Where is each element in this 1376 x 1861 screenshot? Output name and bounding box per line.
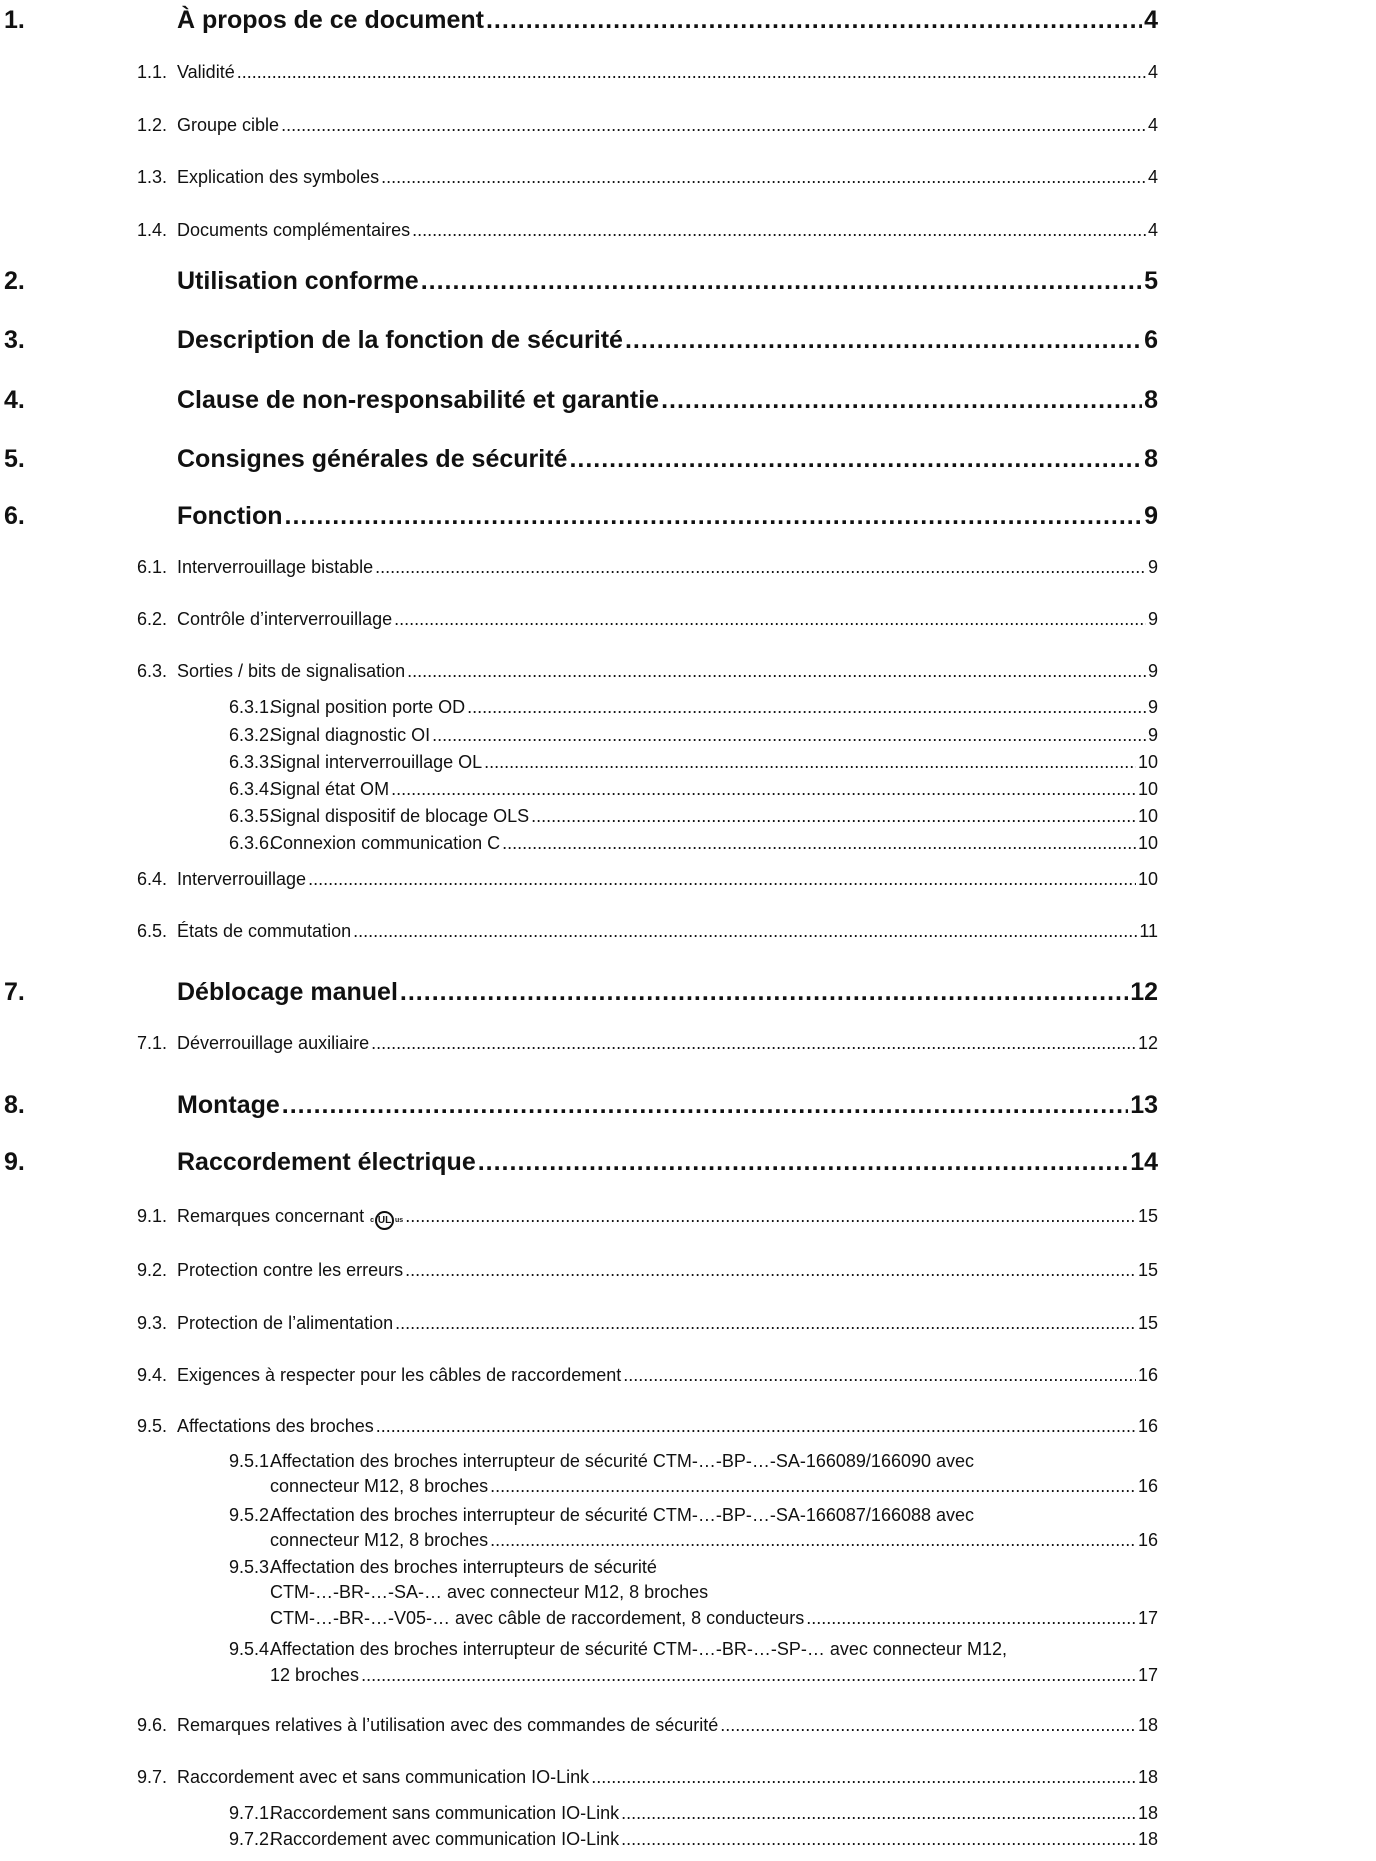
toc-entry-title: Raccordement électrique [177, 1147, 476, 1176]
dot-leader [405, 1206, 1136, 1227]
toc-entry-level-2[interactable] [0, 1313, 1158, 1337]
toc-entry-level-2[interactable] [0, 1206, 1158, 1230]
toc-entry-level-2[interactable] [0, 115, 1158, 139]
toc-entry-number: 9.5.4. [229, 1638, 275, 1659]
toc-entry-number: 9.5.2. [229, 1504, 275, 1525]
dot-leader [806, 1608, 1136, 1629]
toc-entry-page-number: 4 [1147, 167, 1158, 188]
dot-leader [421, 267, 1142, 296]
toc-entry-number: 9.6. [137, 1714, 168, 1735]
toc-entry-title: Clause de non-responsabilité et garantie [177, 386, 660, 415]
toc-entry-number: 1.3. [137, 167, 168, 188]
toc-entry-title: Montage [177, 1091, 280, 1120]
toc-entry-page-number: 15 [1137, 1312, 1158, 1333]
toc-entry-number: 1.4. [137, 219, 168, 240]
toc-entry-page-number: 4 [1144, 5, 1158, 34]
toc-entry-page-number: 6 [1144, 326, 1158, 355]
dot-leader [625, 326, 1142, 355]
toc-entry-level-2[interactable] [0, 1416, 1158, 1440]
dot-leader [400, 978, 1128, 1007]
toc-entry-number: 9.1. [137, 1205, 168, 1226]
dot-leader [376, 1416, 1136, 1437]
dot-leader [361, 1665, 1136, 1686]
dot-leader [282, 1091, 1128, 1120]
toc-entry-page-number: 10 [1137, 778, 1158, 799]
dot-leader [371, 1033, 1136, 1054]
toc-entry-level-3[interactable] [0, 806, 1158, 828]
toc-entry-number: 9.5.3. [229, 1556, 275, 1577]
toc-entry-page-number: 15 [1137, 1205, 1158, 1226]
dot-leader [237, 62, 1146, 83]
toc-entry-level-2[interactable] [0, 62, 1158, 86]
toc-entry-number: 6.3.4. [229, 778, 275, 799]
toc-entry-number: 6. [4, 501, 25, 530]
dot-leader [394, 609, 1146, 630]
toc-entry-page-number: 8 [1144, 386, 1158, 415]
dot-leader [285, 502, 1143, 531]
toc-entry-page-number: 12 [1137, 1033, 1158, 1054]
toc-entry-title: connecteur M12, 8 broches [270, 1476, 489, 1497]
toc-entry-level-2[interactable] [0, 661, 1158, 685]
toc-entry-title: connecteur M12, 8 broches [270, 1530, 489, 1551]
toc-entry-page-number: 18 [1137, 1714, 1158, 1735]
toc-entry-number: 6.3.3. [229, 752, 275, 773]
toc-entry-page-number: 16 [1137, 1415, 1158, 1436]
toc-entry-page-number: 10 [1137, 832, 1158, 853]
toc-entry-title: Signal interverrouillage OL [270, 752, 483, 773]
dot-leader [720, 1715, 1136, 1736]
toc-entry-page-number: 16 [1137, 1530, 1158, 1551]
toc-entry-number: 6.3.6. [229, 832, 275, 853]
toc-entry-level-1[interactable] [0, 326, 1158, 360]
toc-entry-number: 7. [4, 977, 25, 1006]
toc-entry-number: 2. [4, 266, 25, 295]
toc-entry-page-number: 12 [1130, 977, 1158, 1006]
toc-entry-level-3[interactable] [0, 752, 1158, 774]
toc-entry-number: 9.7. [137, 1766, 168, 1787]
toc-entry-level-2[interactable] [0, 220, 1158, 244]
toc-entry-page-number: 4 [1147, 219, 1158, 240]
toc-entry-page-number: 10 [1137, 806, 1158, 827]
toc-entry-page-number: 14 [1130, 1147, 1158, 1176]
dot-leader [412, 220, 1146, 241]
toc-entry-page-number: 9 [1144, 501, 1158, 530]
toc-entry-level-1[interactable] [0, 502, 1158, 536]
toc-entry-page-number: 8 [1144, 444, 1158, 473]
toc-entry-title: Protection de l’alimentation [177, 1312, 394, 1333]
toc-entry-number: 9.7.1. [229, 1802, 275, 1823]
toc-entry-page-number: 9 [1147, 609, 1158, 630]
toc-entry-number: 9. [4, 1147, 25, 1176]
toc-entry-number: 6.2. [137, 609, 168, 630]
toc-entry-title: Validité [177, 62, 235, 83]
toc-entry-title: Exigences à respecter pour les câbles de raccordement [177, 1364, 622, 1385]
toc-entry-title: Affectations des broches [177, 1415, 374, 1436]
toc-entry-title: Signal état OM [270, 778, 390, 799]
culus-certification-logo: c UL us [370, 1211, 403, 1230]
dot-leader [405, 1260, 1136, 1281]
toc-entry-title-line: Affectation des broches interrupteur de sécurité CTM-…-BP-…-SA-166087/166088 avec [270, 1504, 975, 1525]
toc-entry-number: 9.4. [137, 1364, 168, 1385]
dot-leader [531, 806, 1136, 827]
toc-entry-title: Groupe cible [177, 115, 280, 136]
toc-entry-page-number: 11 [1139, 920, 1158, 941]
dot-leader [490, 1476, 1136, 1497]
toc-entry-title: Connexion communication C [270, 832, 501, 853]
toc-entry-level-3[interactable] [0, 1803, 1158, 1825]
dot-leader [308, 869, 1136, 890]
toc-entry-page-number: 15 [1137, 1260, 1158, 1281]
toc-entry-page-number: 9 [1147, 724, 1158, 745]
toc-entry-number: 6.4. [137, 868, 168, 889]
toc-entry-title: Déblocage manuel [177, 977, 398, 1006]
toc-entry-page-number: 9 [1147, 661, 1158, 682]
dot-leader [623, 1365, 1136, 1386]
dot-leader [591, 1767, 1136, 1788]
toc-entry-page-number: 4 [1147, 62, 1158, 83]
toc-entry-page-number: 10 [1137, 752, 1158, 773]
dot-leader [502, 833, 1136, 854]
toc-entry-title: Raccordement sans communication IO-Link [270, 1802, 620, 1823]
toc-entry-title: Explication des symboles [177, 167, 380, 188]
toc-entry-page-number: 18 [1137, 1829, 1158, 1850]
toc-entry-level-1[interactable] [0, 445, 1158, 479]
toc-entry-page-number: 9 [1147, 557, 1158, 578]
toc-entry-title: Raccordement avec communication IO-Link [270, 1829, 620, 1850]
toc-entry-number: 9.3. [137, 1312, 168, 1333]
dot-leader [391, 779, 1136, 800]
toc-entry-level-1[interactable] [0, 1091, 1158, 1125]
toc-entry-number: 1.2. [137, 115, 168, 136]
dot-leader [353, 921, 1137, 942]
toc-entry-page-number: 17 [1137, 1664, 1158, 1685]
toc-entry-level-2[interactable] [0, 1033, 1158, 1057]
dot-leader [281, 115, 1146, 136]
toc-entry-page-number: 16 [1137, 1476, 1158, 1497]
toc-entry-title: Interverrouillage [177, 868, 307, 889]
toc-entry-page-number: 5 [1144, 266, 1158, 295]
toc-entry-number: 6.3.5. [229, 806, 275, 827]
toc-entry-title: Remarques relatives à l’utilisation avec des commandes de sécurité [177, 1714, 719, 1735]
toc-entry-level-3[interactable] [0, 1829, 1158, 1851]
toc-entry-title: États de commutation [177, 920, 352, 941]
toc-entry-page-number: 16 [1137, 1364, 1158, 1385]
toc-entry-page-number: 13 [1130, 1091, 1158, 1120]
toc-entry-level-3[interactable] [0, 697, 1158, 719]
dot-leader [375, 557, 1146, 578]
toc-entry-number: 9.5.1. [229, 1450, 275, 1471]
toc-entry-page-number: 18 [1137, 1766, 1158, 1787]
toc-entry-page-number: 18 [1137, 1802, 1158, 1823]
toc-entry-number: 6.3.1. [229, 697, 275, 718]
toc-entry-number: 3. [4, 326, 25, 355]
toc-entry-page-number: 17 [1137, 1607, 1158, 1628]
toc-entry-level-2[interactable] [0, 609, 1158, 633]
dot-leader [432, 725, 1146, 746]
toc-entry-level-2[interactable] [0, 557, 1158, 581]
dot-leader [490, 1530, 1136, 1551]
toc-entry-title: Remarques concernant [177, 1205, 365, 1226]
toc-entry-page-number: 4 [1147, 115, 1158, 136]
dot-leader [569, 445, 1142, 474]
toc-entry-number: 6.1. [137, 557, 168, 578]
toc-entry-number: 4. [4, 386, 25, 415]
toc-entry-level-1[interactable] [0, 978, 1158, 1012]
toc-entry-level-1[interactable] [0, 1148, 1158, 1182]
toc-entry-level-2[interactable] [0, 1715, 1158, 1739]
toc-entry-number: 9.5. [137, 1415, 168, 1436]
toc-entry-number: 8. [4, 1091, 25, 1120]
toc-entry-level-2[interactable] [0, 1260, 1158, 1284]
dot-leader [467, 697, 1146, 718]
toc-entry-number: 5. [4, 444, 25, 473]
toc-entry-level-3[interactable] [0, 779, 1158, 801]
dot-leader [621, 1829, 1136, 1850]
toc-entry-title: Contrôle d’interverrouillage [177, 609, 393, 630]
toc-entry-level-2[interactable] [0, 1365, 1158, 1389]
dot-leader [381, 167, 1146, 188]
toc-entry-level-3[interactable] [0, 833, 1158, 855]
toc-entry-title: À propos de ce document [177, 5, 484, 34]
toc-entry-number: 7.1. [137, 1033, 168, 1054]
toc-entry-title: Déverrouillage auxiliaire [177, 1033, 370, 1054]
toc-entry-number: 1. [4, 5, 25, 34]
toc-entry-level-2[interactable] [0, 167, 1158, 191]
toc-entry-number: 1.1. [137, 62, 168, 83]
toc-entry-level-1[interactable] [0, 267, 1158, 301]
toc-entry-title-line: Affectation des broches interrupteurs de sécurité [270, 1556, 657, 1577]
dot-leader [486, 6, 1142, 35]
toc-entry-title: CTM-…-BR-…-V05-… avec câble de raccordement, 8 conducteurs [270, 1607, 805, 1628]
toc-entry-title-line: CTM-…-BR-…-SA-… avec connecteur M12, 8 broches [270, 1582, 709, 1603]
dot-leader [621, 1803, 1136, 1824]
toc-entry-level-2[interactable] [0, 869, 1158, 893]
toc-entry-title: Interverrouillage bistable [177, 557, 374, 578]
toc-entry-level-3[interactable] [0, 725, 1158, 747]
toc-entry-title-line: Affectation des broches interrupteur de sécurité CTM-…-BP-…-SA-166089/166090 avec [270, 1450, 975, 1471]
toc-entry-page-number: 9 [1147, 697, 1158, 718]
toc-entry-title: Description de la fonction de sécurité [177, 326, 623, 355]
toc-entry-title: Raccordement avec et sans communication IO-Link [177, 1766, 590, 1787]
toc-entry-page-number: 10 [1137, 868, 1158, 889]
dot-leader [478, 1148, 1128, 1177]
toc-entry-title: Consignes générales de sécurité [177, 444, 568, 473]
toc-entry-title: Signal dispositif de blocage OLS [270, 806, 530, 827]
toc-entry-number: 6.3. [137, 661, 168, 682]
dot-leader [661, 386, 1142, 415]
toc-entry-level-2[interactable] [0, 1767, 1158, 1791]
toc-entry-title: 12 broches [270, 1664, 360, 1685]
toc-entry-title: Fonction [177, 501, 283, 530]
toc-entry-number: 6.3.2. [229, 724, 275, 745]
toc-entry-title: Sorties / bits de signalisation [177, 661, 406, 682]
toc-entry-level-1[interactable] [0, 386, 1158, 420]
toc-entry-level-2[interactable] [0, 921, 1158, 945]
toc-entry-number: 6.5. [137, 920, 168, 941]
toc-entry-number: 9.7.2. [229, 1829, 275, 1850]
toc-entry-number: 9.2. [137, 1260, 168, 1281]
dot-leader [407, 661, 1146, 682]
toc-entry-title: Signal diagnostic OI [270, 724, 431, 745]
dot-leader [395, 1313, 1136, 1334]
toc-entry-title: Protection contre les erreurs [177, 1260, 404, 1281]
toc-entry-level-1[interactable] [0, 6, 1158, 40]
toc-entry-title-line: Affectation des broches interrupteur de sécurité CTM-…-BR-…-SP-… avec connecteur M12, [270, 1638, 1007, 1659]
toc-entry-title: Signal position porte OD [270, 697, 466, 718]
dot-leader [484, 752, 1136, 773]
toc-entry-title: Utilisation conforme [177, 266, 419, 295]
toc-entry-title: Documents complémentaires [177, 219, 411, 240]
